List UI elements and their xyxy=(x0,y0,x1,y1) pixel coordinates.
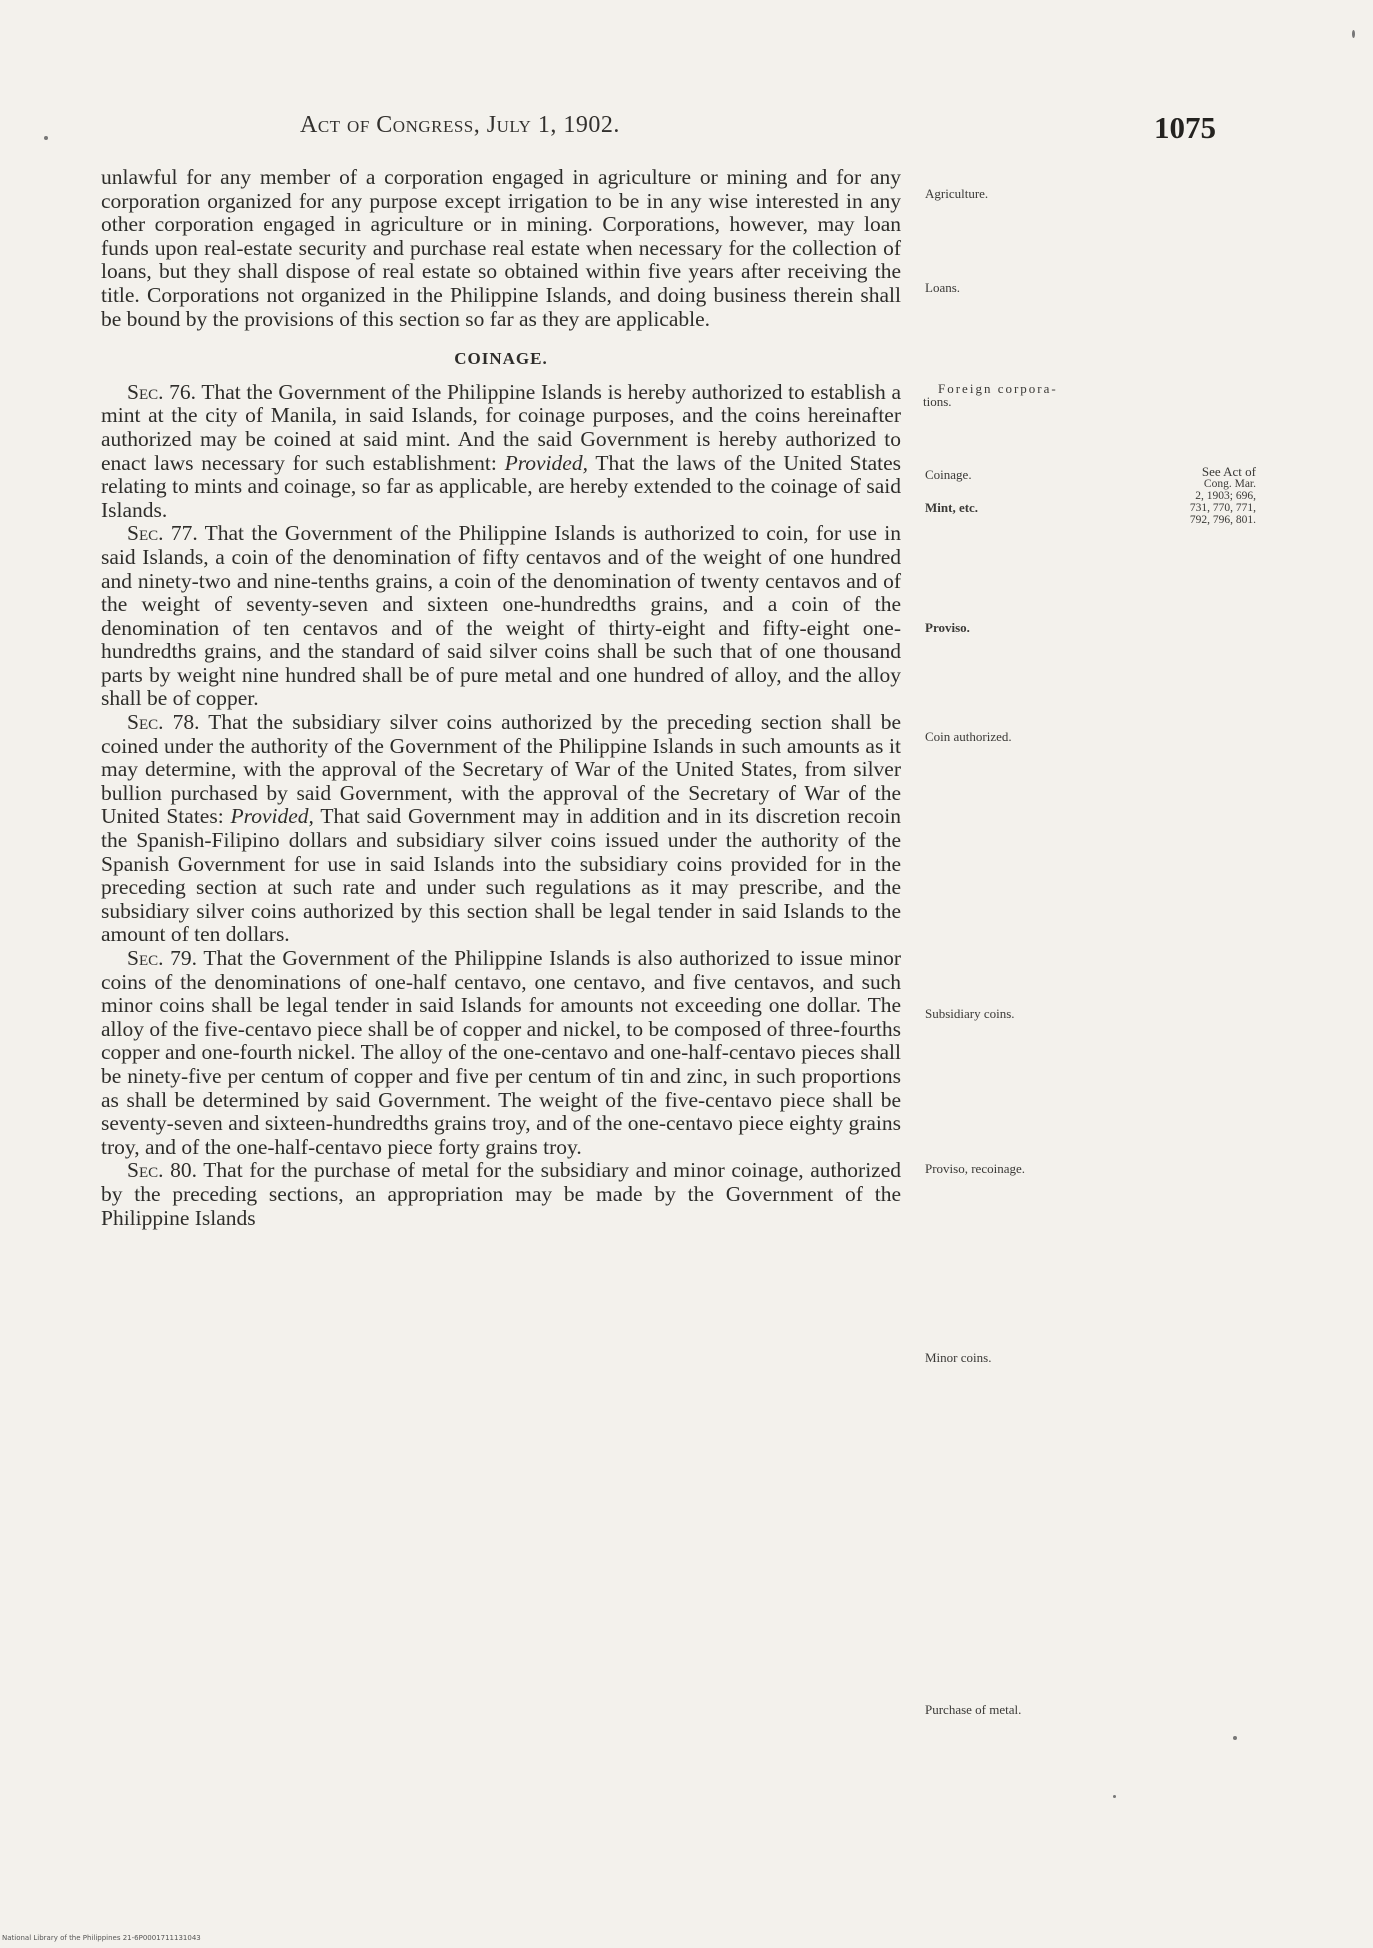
scan-speck xyxy=(1233,1736,1237,1740)
section-78 xyxy=(101,711,901,947)
section-77-label: Sec. 77. xyxy=(127,521,198,546)
section-80-label: Sec. 80. xyxy=(127,1158,198,1183)
section-76-text-a: That the Government of the Philippine Islands is hereby authorized to establish a mint at the city of Manila, in said Islands, for coinage purposes, and the coins hereinafter authorized may be coined at said mint. And the said Government is hereby authorized to enact laws necessary for such establishment: xyxy=(101,379,901,475)
section-79-label: Sec. 79. xyxy=(127,946,198,970)
cross-reference-line2: 2, 1903; 696, xyxy=(1195,490,1256,502)
running-head: Act of Congress, July 1, 1902. xyxy=(300,112,620,138)
margin-note-loans: Loans. xyxy=(925,280,961,295)
section-76 xyxy=(101,381,901,523)
margin-note-foreign-corporations-line1: Foreign corpora- xyxy=(938,381,1058,396)
body-text xyxy=(101,166,901,1230)
section-heading-coinage: COINAGE. xyxy=(454,349,548,369)
section-80 xyxy=(101,1159,901,1230)
cross-reference-line3: 731, 770, 771, xyxy=(1189,502,1256,514)
section-79-text: That the Government of the Philippine Islands is also authorized to issue minor coins of the denominations of one-half centavo, one centavo, and five centavos, and such minor coins shall be legal tender in said Islands for amounts not exceeding one dollar. The alloy of the five-centavo piece shall be of copper and nickel, to be composed of three-fourths copper and one-fourth nickel. The alloy of the one-centavo and one-half-centavo pieces shall be ninety-five per centum of copper and five per centum of tin and zinc, in such proportions as shall be determined by said Government. The weight of the five-centavo piece shall be seventy-seven and sixteen-hundredths grains troy, and of the one-centavo piece eighty grains troy, and of the one-half-centavo piece forty grains troy. xyxy=(101,946,901,1159)
page-number: 1075 xyxy=(1154,110,1216,145)
margin-note-subsidiary-coins: Subsidiary coins. xyxy=(925,1006,1015,1021)
margin-note-minor-coins: Minor coins. xyxy=(925,1350,992,1365)
margin-note-mint: Mint, etc. xyxy=(925,500,979,515)
section-76-label: Sec. 76. xyxy=(127,379,197,404)
section-80-text: That for the purchase of metal for the subsidiary and minor coinage, authorized by the preceding sections, an appropriation may be made by the Government of the Philippine Islands xyxy=(101,1158,901,1230)
scan-speck xyxy=(44,136,48,140)
cross-reference-note xyxy=(1146,466,1256,526)
margin-note-purchase-of-metal: Purchase of metal. xyxy=(925,1702,1022,1717)
scan-speck xyxy=(1352,30,1355,38)
cross-reference-title: See Act of xyxy=(1201,464,1256,479)
section-76-text-b: That the laws of the United States relating to mints and coinage, so far as applicable, are hereby extended to the coinage of said Islands. xyxy=(101,450,901,522)
margin-note-proviso-recoinage: Proviso, recoinage. xyxy=(925,1161,1026,1176)
scan-footer: National Library of the Philippines 21-6P0001711131043 xyxy=(2,1934,201,1942)
section-78-text-b: That said Government may in addition and in its discretion recoin the Spanish-Filipino dollars and subsidiary silver coins issued under the authority of the Spanish Government for use in said Islands into the subsidiary coins provided for in the preceding section at such rate and under such regulations as it may prescribe, and the subsidiary silver coins authorized by this section shall be legal tender in said Islands to the amount of ten dollars. xyxy=(101,804,901,947)
margin-note-coin-authorized: Coin authorized. xyxy=(925,729,1012,744)
margin-note-agriculture: Agriculture. xyxy=(925,186,989,201)
cross-reference-line1: Cong. Mar. xyxy=(1203,478,1256,490)
scan-speck xyxy=(1113,1795,1116,1798)
section-77 xyxy=(101,522,901,711)
section-76-proviso: Provided, xyxy=(504,450,588,475)
section-78-text-a: That the subsidiary silver coins authorized by the preceding section shall be coined under the authority of the Government of the Philippine Islands in such amounts as it may determine, with the approval of the Secretary of War of the United States, from silver bullion purchased by said Government, with the approval of the Secretary of War of the United States: xyxy=(101,710,902,829)
continuation-paragraph: unlawful for any member of a corporation engaged in agriculture or mining and for any corporation organized for any purpose except irrigation to be in any wise interested in any other corporation engaged in agriculture or in mining. Corporations, however, may loan funds upon real-estate security and purchase real estate when necessary for the collection of loans, but they shall dispose of real estate so obtained within five years after receiving the title. Corporations not organized in the Philippine Islands, and doing business therein shall be bound by the provisions of this section so far as they are applicable. xyxy=(101,165,901,331)
cross-reference-line4: 792, 796, 801. xyxy=(1189,514,1256,526)
margin-note-foreign-corporations-line2: tions. xyxy=(923,394,952,409)
section-77-text: That the Government of the Philippine Islands is authorized to coin, for use in said Islands, a coin of the denomination of fifty centavos and of the weight of one hundred and ninety-two and nine-tenths grains, a coin of the denomination of twenty centavos and of the weight of seventy-seven and sixteen one-hundredths grains, and a coin of the denomination of ten centavos and of the weight of thirty-eight and fifty-eight one-hundredths grains, and the standard of said silver coins shall be such that of one thousand parts by weight nine hundred shall be of pure metal and one hundred of alloy, and the alloy shall be of copper. xyxy=(101,521,902,711)
section-78-label: Sec. 78. xyxy=(127,710,200,735)
section-78-proviso: Provided, xyxy=(230,804,314,829)
margin-note-coinage: Coinage. xyxy=(925,467,972,482)
margin-note-proviso: Proviso. xyxy=(925,620,970,635)
section-79 xyxy=(101,947,901,1159)
